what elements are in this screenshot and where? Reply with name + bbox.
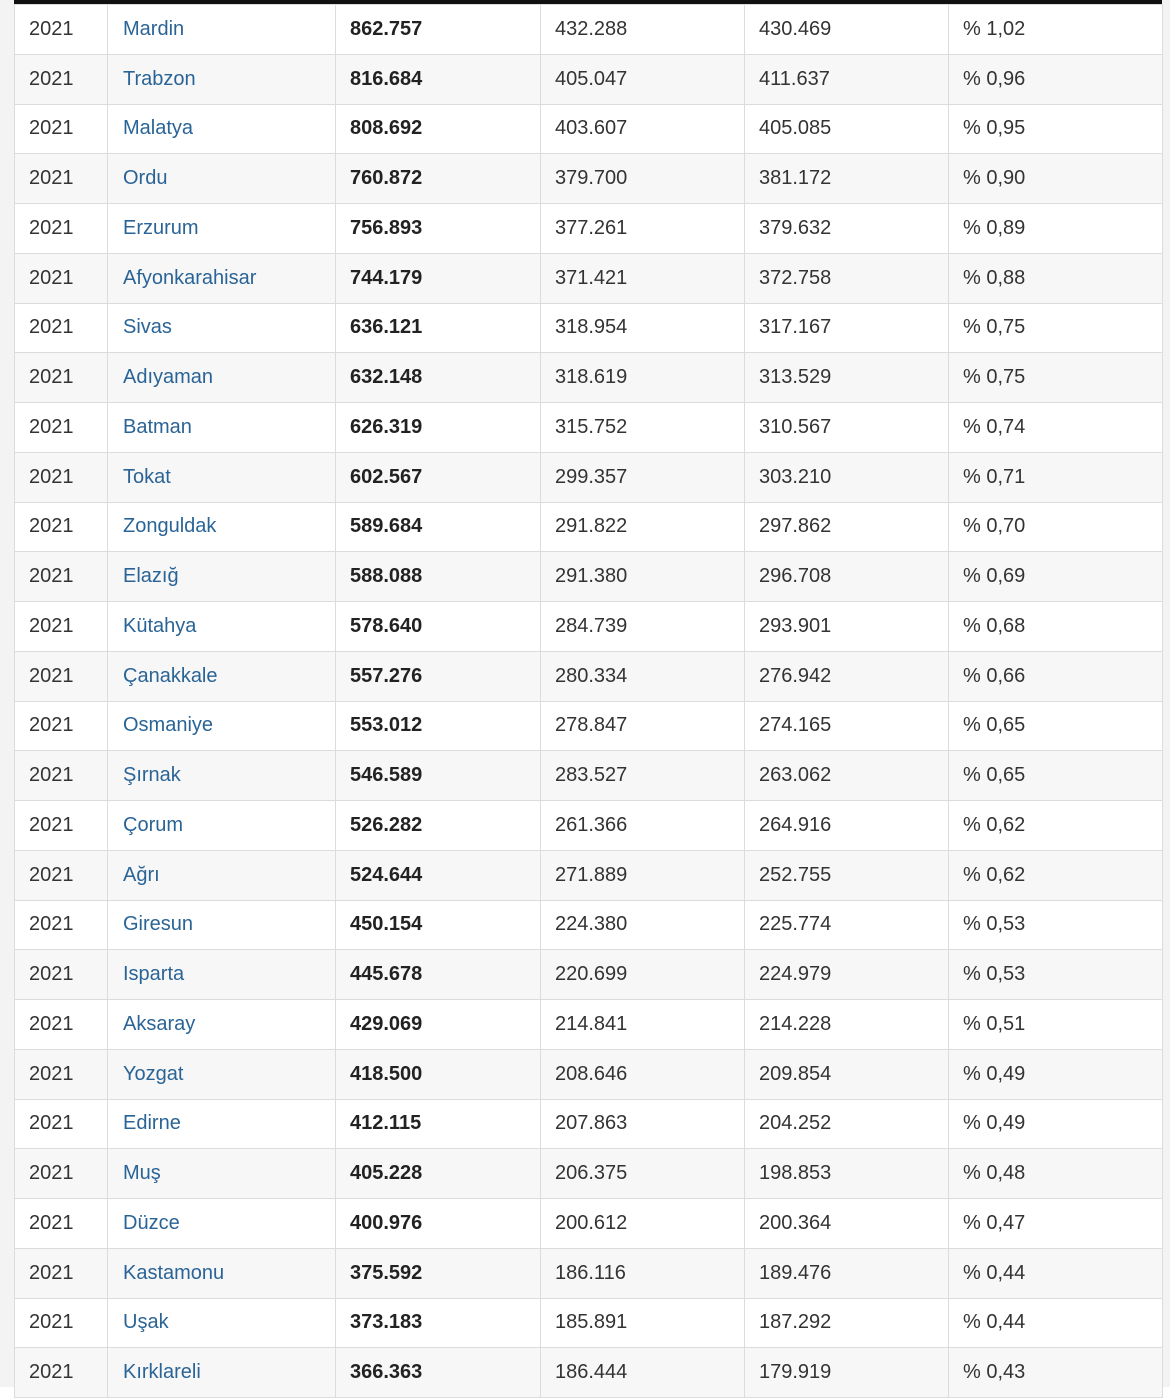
table-row [15,900,1163,950]
male-population-cell: 403.607 [541,104,745,154]
male-population-cell: 200.612 [541,1199,745,1249]
male-population-cell: 208.646 [541,1049,745,1099]
year-cell: 2021 [15,801,108,851]
female-population-cell: 200.364 [745,1199,949,1249]
table-row [15,1348,1163,1398]
percentage-cell: % 0,62 [949,801,1163,851]
city-link[interactable]: Malatya [108,104,336,154]
total-population-cell: 589.684 [336,502,541,552]
year-cell: 2021 [15,104,108,154]
table-row [15,502,1163,552]
percentage-cell: % 0,70 [949,502,1163,552]
percentage-cell: % 0,69 [949,552,1163,602]
city-link[interactable]: Erzurum [108,204,336,254]
male-population-cell: 278.847 [541,701,745,751]
percentage-cell: % 0,66 [949,651,1163,701]
percentage-cell: % 0,71 [949,452,1163,502]
year-cell: 2021 [15,1298,108,1348]
total-population-cell: 412.115 [336,1099,541,1149]
female-population-cell: 296.708 [745,552,949,602]
city-link[interactable]: Aksaray [108,1000,336,1050]
female-population-cell: 179.919 [745,1348,949,1398]
left-page-margin [0,0,14,1387]
year-cell: 2021 [15,303,108,353]
year-cell: 2021 [15,452,108,502]
male-population-cell: 224.380 [541,900,745,950]
total-population-cell: 578.640 [336,602,541,652]
total-population-cell: 526.282 [336,801,541,851]
male-population-cell: 379.700 [541,154,745,204]
male-population-cell: 405.047 [541,54,745,104]
percentage-cell: % 0,95 [949,104,1163,154]
table-row [15,1000,1163,1050]
female-population-cell: 430.469 [745,5,949,55]
year-cell: 2021 [15,1199,108,1249]
table-row [15,1199,1163,1249]
female-population-cell: 204.252 [745,1099,949,1149]
year-cell: 2021 [15,1348,108,1398]
year-cell: 2021 [15,1099,108,1149]
year-cell: 2021 [15,950,108,1000]
table-row [15,154,1163,204]
table-row [15,5,1163,55]
year-cell: 2021 [15,850,108,900]
city-link[interactable]: Afyonkarahisar [108,253,336,303]
percentage-cell: % 0,75 [949,353,1163,403]
table-row [15,651,1163,701]
total-population-cell: 744.179 [336,253,541,303]
female-population-cell: 372.758 [745,253,949,303]
city-link[interactable]: Sivas [108,303,336,353]
total-population-cell: 524.644 [336,850,541,900]
female-population-cell: 214.228 [745,1000,949,1050]
table-row [15,303,1163,353]
percentage-cell: % 0,44 [949,1248,1163,1298]
male-population-cell: 271.889 [541,850,745,900]
percentage-cell: % 0,53 [949,900,1163,950]
percentage-cell: % 0,62 [949,850,1163,900]
percentage-cell: % 0,51 [949,1000,1163,1050]
year-cell: 2021 [15,701,108,751]
male-population-cell: 280.334 [541,651,745,701]
city-link[interactable]: Elazığ [108,552,336,602]
male-population-cell: 299.357 [541,452,745,502]
male-population-cell: 186.116 [541,1248,745,1298]
total-population-cell: 445.678 [336,950,541,1000]
city-link[interactable]: Çorum [108,801,336,851]
table-row [15,1298,1163,1348]
female-population-cell: 252.755 [745,850,949,900]
female-population-cell: 303.210 [745,452,949,502]
female-population-cell: 381.172 [745,154,949,204]
percentage-cell: % 0,47 [949,1199,1163,1249]
table-row [15,253,1163,303]
total-population-cell: 418.500 [336,1049,541,1099]
female-population-cell: 405.085 [745,104,949,154]
total-population-cell: 760.872 [336,154,541,204]
total-population-cell: 450.154 [336,900,541,950]
table-row [15,1099,1163,1149]
year-cell: 2021 [15,353,108,403]
table-row [15,452,1163,502]
table-row [15,751,1163,801]
female-population-cell: 310.567 [745,403,949,453]
total-population-cell: 400.976 [336,1199,541,1249]
total-population-cell: 602.567 [336,452,541,502]
total-population-cell: 553.012 [336,701,541,751]
table-row [15,353,1163,403]
table-row [15,54,1163,104]
total-population-cell: 808.692 [336,104,541,154]
year-cell: 2021 [15,1049,108,1099]
male-population-cell: 291.822 [541,502,745,552]
total-population-cell: 366.363 [336,1348,541,1398]
male-population-cell: 220.699 [541,950,745,1000]
female-population-cell: 411.637 [745,54,949,104]
table-row [15,950,1163,1000]
year-cell: 2021 [15,552,108,602]
year-cell: 2021 [15,1000,108,1050]
table-row [15,552,1163,602]
male-population-cell: 261.366 [541,801,745,851]
female-population-cell: 313.529 [745,353,949,403]
table-row [15,1248,1163,1298]
year-cell: 2021 [15,204,108,254]
table-row [15,701,1163,751]
table-body [15,5,1163,1398]
year-cell: 2021 [15,602,108,652]
year-cell: 2021 [15,1248,108,1298]
percentage-cell: % 0,90 [949,154,1163,204]
male-population-cell: 206.375 [541,1149,745,1199]
city-link[interactable]: Mardin [108,5,336,55]
table-row [15,602,1163,652]
male-population-cell: 371.421 [541,253,745,303]
city-link[interactable]: Kastamonu [108,1248,336,1298]
city-link[interactable]: Batman [108,403,336,453]
year-cell: 2021 [15,54,108,104]
year-cell: 2021 [15,154,108,204]
percentage-cell: % 0,68 [949,602,1163,652]
city-link[interactable]: Trabzon [108,54,336,104]
total-population-cell: 632.148 [336,353,541,403]
year-cell: 2021 [15,502,108,552]
percentage-cell: % 0,65 [949,701,1163,751]
male-population-cell: 291.380 [541,552,745,602]
female-population-cell: 189.476 [745,1248,949,1298]
total-population-cell: 557.276 [336,651,541,701]
female-population-cell: 293.901 [745,602,949,652]
percentage-cell: % 1,02 [949,5,1163,55]
total-population-cell: 375.592 [336,1248,541,1298]
city-link[interactable]: Şırnak [108,751,336,801]
total-population-cell: 405.228 [336,1149,541,1199]
city-link[interactable]: Giresun [108,900,336,950]
city-link[interactable]: Uşak [108,1298,336,1348]
city-link[interactable]: Osmaniye [108,701,336,751]
percentage-cell: % 0,49 [949,1049,1163,1099]
male-population-cell: 185.891 [541,1298,745,1348]
city-link[interactable]: Zonguldak [108,502,336,552]
city-link[interactable]: Ordu [108,154,336,204]
percentage-cell: % 0,96 [949,54,1163,104]
total-population-cell: 816.684 [336,54,541,104]
female-population-cell: 225.774 [745,900,949,950]
city-link[interactable]: Isparta [108,950,336,1000]
female-population-cell: 187.292 [745,1298,949,1348]
percentage-cell: % 0,65 [949,751,1163,801]
table-row [15,801,1163,851]
total-population-cell: 626.319 [336,403,541,453]
city-link[interactable]: Kırklareli [108,1348,336,1398]
female-population-cell: 198.853 [745,1149,949,1199]
table-row [15,850,1163,900]
male-population-cell: 284.739 [541,602,745,652]
female-population-cell: 209.854 [745,1049,949,1099]
male-population-cell: 315.752 [541,403,745,453]
city-link[interactable]: Düzce [108,1199,336,1249]
table-row [15,104,1163,154]
year-cell: 2021 [15,5,108,55]
table-row [15,403,1163,453]
right-page-margin [1162,0,1170,1387]
total-population-cell: 756.893 [336,204,541,254]
female-population-cell: 276.942 [745,651,949,701]
female-population-cell: 224.979 [745,950,949,1000]
male-population-cell: 214.841 [541,1000,745,1050]
total-population-cell: 636.121 [336,303,541,353]
year-cell: 2021 [15,253,108,303]
male-population-cell: 186.444 [541,1348,745,1398]
year-cell: 2021 [15,651,108,701]
total-population-cell: 588.088 [336,552,541,602]
city-link[interactable]: Adıyaman [108,353,336,403]
total-population-cell: 546.589 [336,751,541,801]
male-population-cell: 283.527 [541,751,745,801]
percentage-cell: % 0,75 [949,303,1163,353]
city-link[interactable]: Çanakkale [108,651,336,701]
male-population-cell: 377.261 [541,204,745,254]
percentage-cell: % 0,49 [949,1099,1163,1149]
percentage-cell: % 0,43 [949,1348,1163,1398]
city-link[interactable]: Tokat [108,452,336,502]
city-link[interactable]: Edirne [108,1099,336,1149]
percentage-cell: % 0,88 [949,253,1163,303]
male-population-cell: 318.619 [541,353,745,403]
population-table [14,4,1163,1398]
percentage-cell: % 0,74 [949,403,1163,453]
female-population-cell: 274.165 [745,701,949,751]
female-population-cell: 379.632 [745,204,949,254]
year-cell: 2021 [15,900,108,950]
city-link[interactable]: Muş [108,1149,336,1199]
table-row [15,1149,1163,1199]
male-population-cell: 318.954 [541,303,745,353]
table-row [15,204,1163,254]
percentage-cell: % 0,53 [949,950,1163,1000]
percentage-cell: % 0,48 [949,1149,1163,1199]
city-link[interactable]: Kütahya [108,602,336,652]
table-row [15,1049,1163,1099]
total-population-cell: 862.757 [336,5,541,55]
female-population-cell: 263.062 [745,751,949,801]
percentage-cell: % 0,44 [949,1298,1163,1348]
year-cell: 2021 [15,1149,108,1199]
year-cell: 2021 [15,751,108,801]
city-link[interactable]: Ağrı [108,850,336,900]
male-population-cell: 432.288 [541,5,745,55]
city-link[interactable]: Yozgat [108,1049,336,1099]
female-population-cell: 264.916 [745,801,949,851]
total-population-cell: 429.069 [336,1000,541,1050]
female-population-cell: 297.862 [745,502,949,552]
total-population-cell: 373.183 [336,1298,541,1348]
male-population-cell: 207.863 [541,1099,745,1149]
female-population-cell: 317.167 [745,303,949,353]
year-cell: 2021 [15,403,108,453]
percentage-cell: % 0,89 [949,204,1163,254]
